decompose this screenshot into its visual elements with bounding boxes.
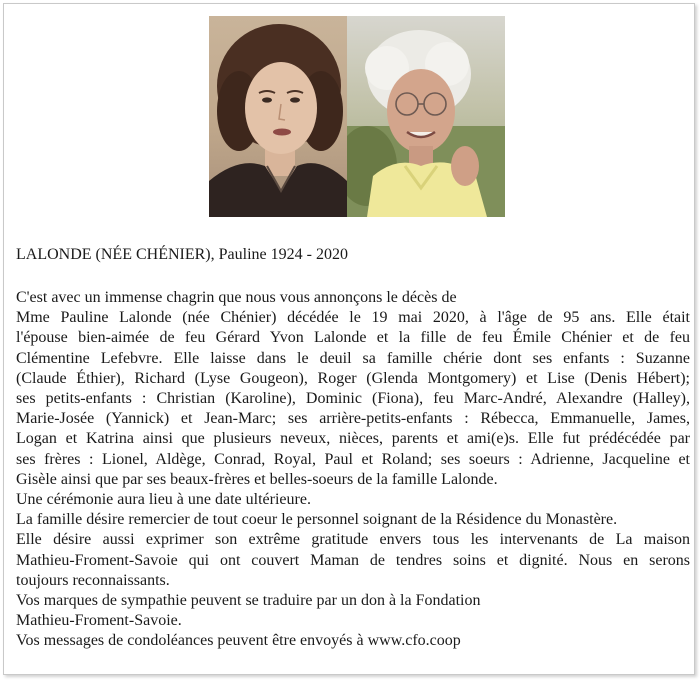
obituary-line: Gisèle ainsi que par ses beaux-frères et belles-soeurs de la famille Lalonde. bbox=[16, 470, 498, 488]
portrait-photos bbox=[209, 16, 505, 217]
obituary-line: Clémentine Lefebvre. Elle laisse dans le deuil sa famille chérie dont ses enfants : Suzanne bbox=[16, 349, 690, 367]
obituary-line: Marie-Josée (Yannick) et Jean-Marc; ses arrière-petits-enfants : Rébecca, Emmanuelle, James, bbox=[16, 410, 690, 428]
obituary-line: Elle désire aussi exprimer son extrême gratitude envers tous les intervenants de La maison bbox=[16, 531, 690, 549]
young-portrait-illustration bbox=[209, 16, 347, 217]
obituary-text bbox=[16, 288, 696, 652]
elderly-portrait-photo bbox=[347, 16, 505, 217]
obituary-line: C'est avec un immense chagrin que nous vous annonçons le décès de bbox=[16, 289, 457, 306]
obituary-line: Vos marques de sympathie peuvent se traduire par un don à la Fondation bbox=[16, 592, 481, 610]
obituary-line: (Claude Éthier), Richard (Lyse Gougeon), Roger (Glenda Montgomery) et Lise (Denis Hébert); bbox=[16, 369, 690, 387]
obituary-line: ses frères : Lionel, Aldège, Conrad, Royal, Paul et Roland; ses soeurs : Adrienne, Jacqueline et bbox=[16, 450, 690, 468]
obituary-line: Mme Pauline Lalonde (née Chénier) décédée le 19 mai 2020, à l'âge de 95 ans. Elle était bbox=[16, 309, 690, 327]
obituary-line: Logan et Katrina ainsi que plusieurs neveux, nièces, parents et ami(e)s. Elle fut prédécédée par bbox=[16, 430, 690, 448]
obituary-line: La famille désire remercier de tout coeur le personnel soignant de la Résidence du Monastère. bbox=[16, 511, 618, 529]
obituary-title: LALONDE (NÉE CHÉNIER), Pauline 1924 - 2020 bbox=[16, 246, 348, 263]
obituary-card bbox=[3, 3, 695, 675]
obituary-line: Mathieu-Froment-Savoie. bbox=[16, 612, 182, 630]
obituary-line: Mathieu-Froment-Savoie qui ont couvert Maman de tendres soins et dignité. Nous en serons bbox=[16, 551, 690, 569]
obituary-line: toujours reconnaissants. bbox=[16, 571, 170, 589]
obituary-line: ses petits-enfants : Christian (Karoline), Dominic (Fiona), feu Marc-André, Alexandre (Halley), bbox=[16, 390, 690, 408]
obituary-line: Une cérémonie aura lieu à une date ultérieure. bbox=[16, 491, 311, 509]
elderly-portrait-illustration bbox=[347, 16, 505, 217]
obituary-line: Vos messages de condoléances peuvent être envoyés à www.cfo.coop bbox=[16, 632, 461, 650]
obituary-line: l'épouse bien-aimée de feu Gérard Yvon Lalonde et la fille de feu Émile Chénier et de feu bbox=[16, 329, 690, 347]
young-portrait-photo bbox=[209, 16, 347, 217]
